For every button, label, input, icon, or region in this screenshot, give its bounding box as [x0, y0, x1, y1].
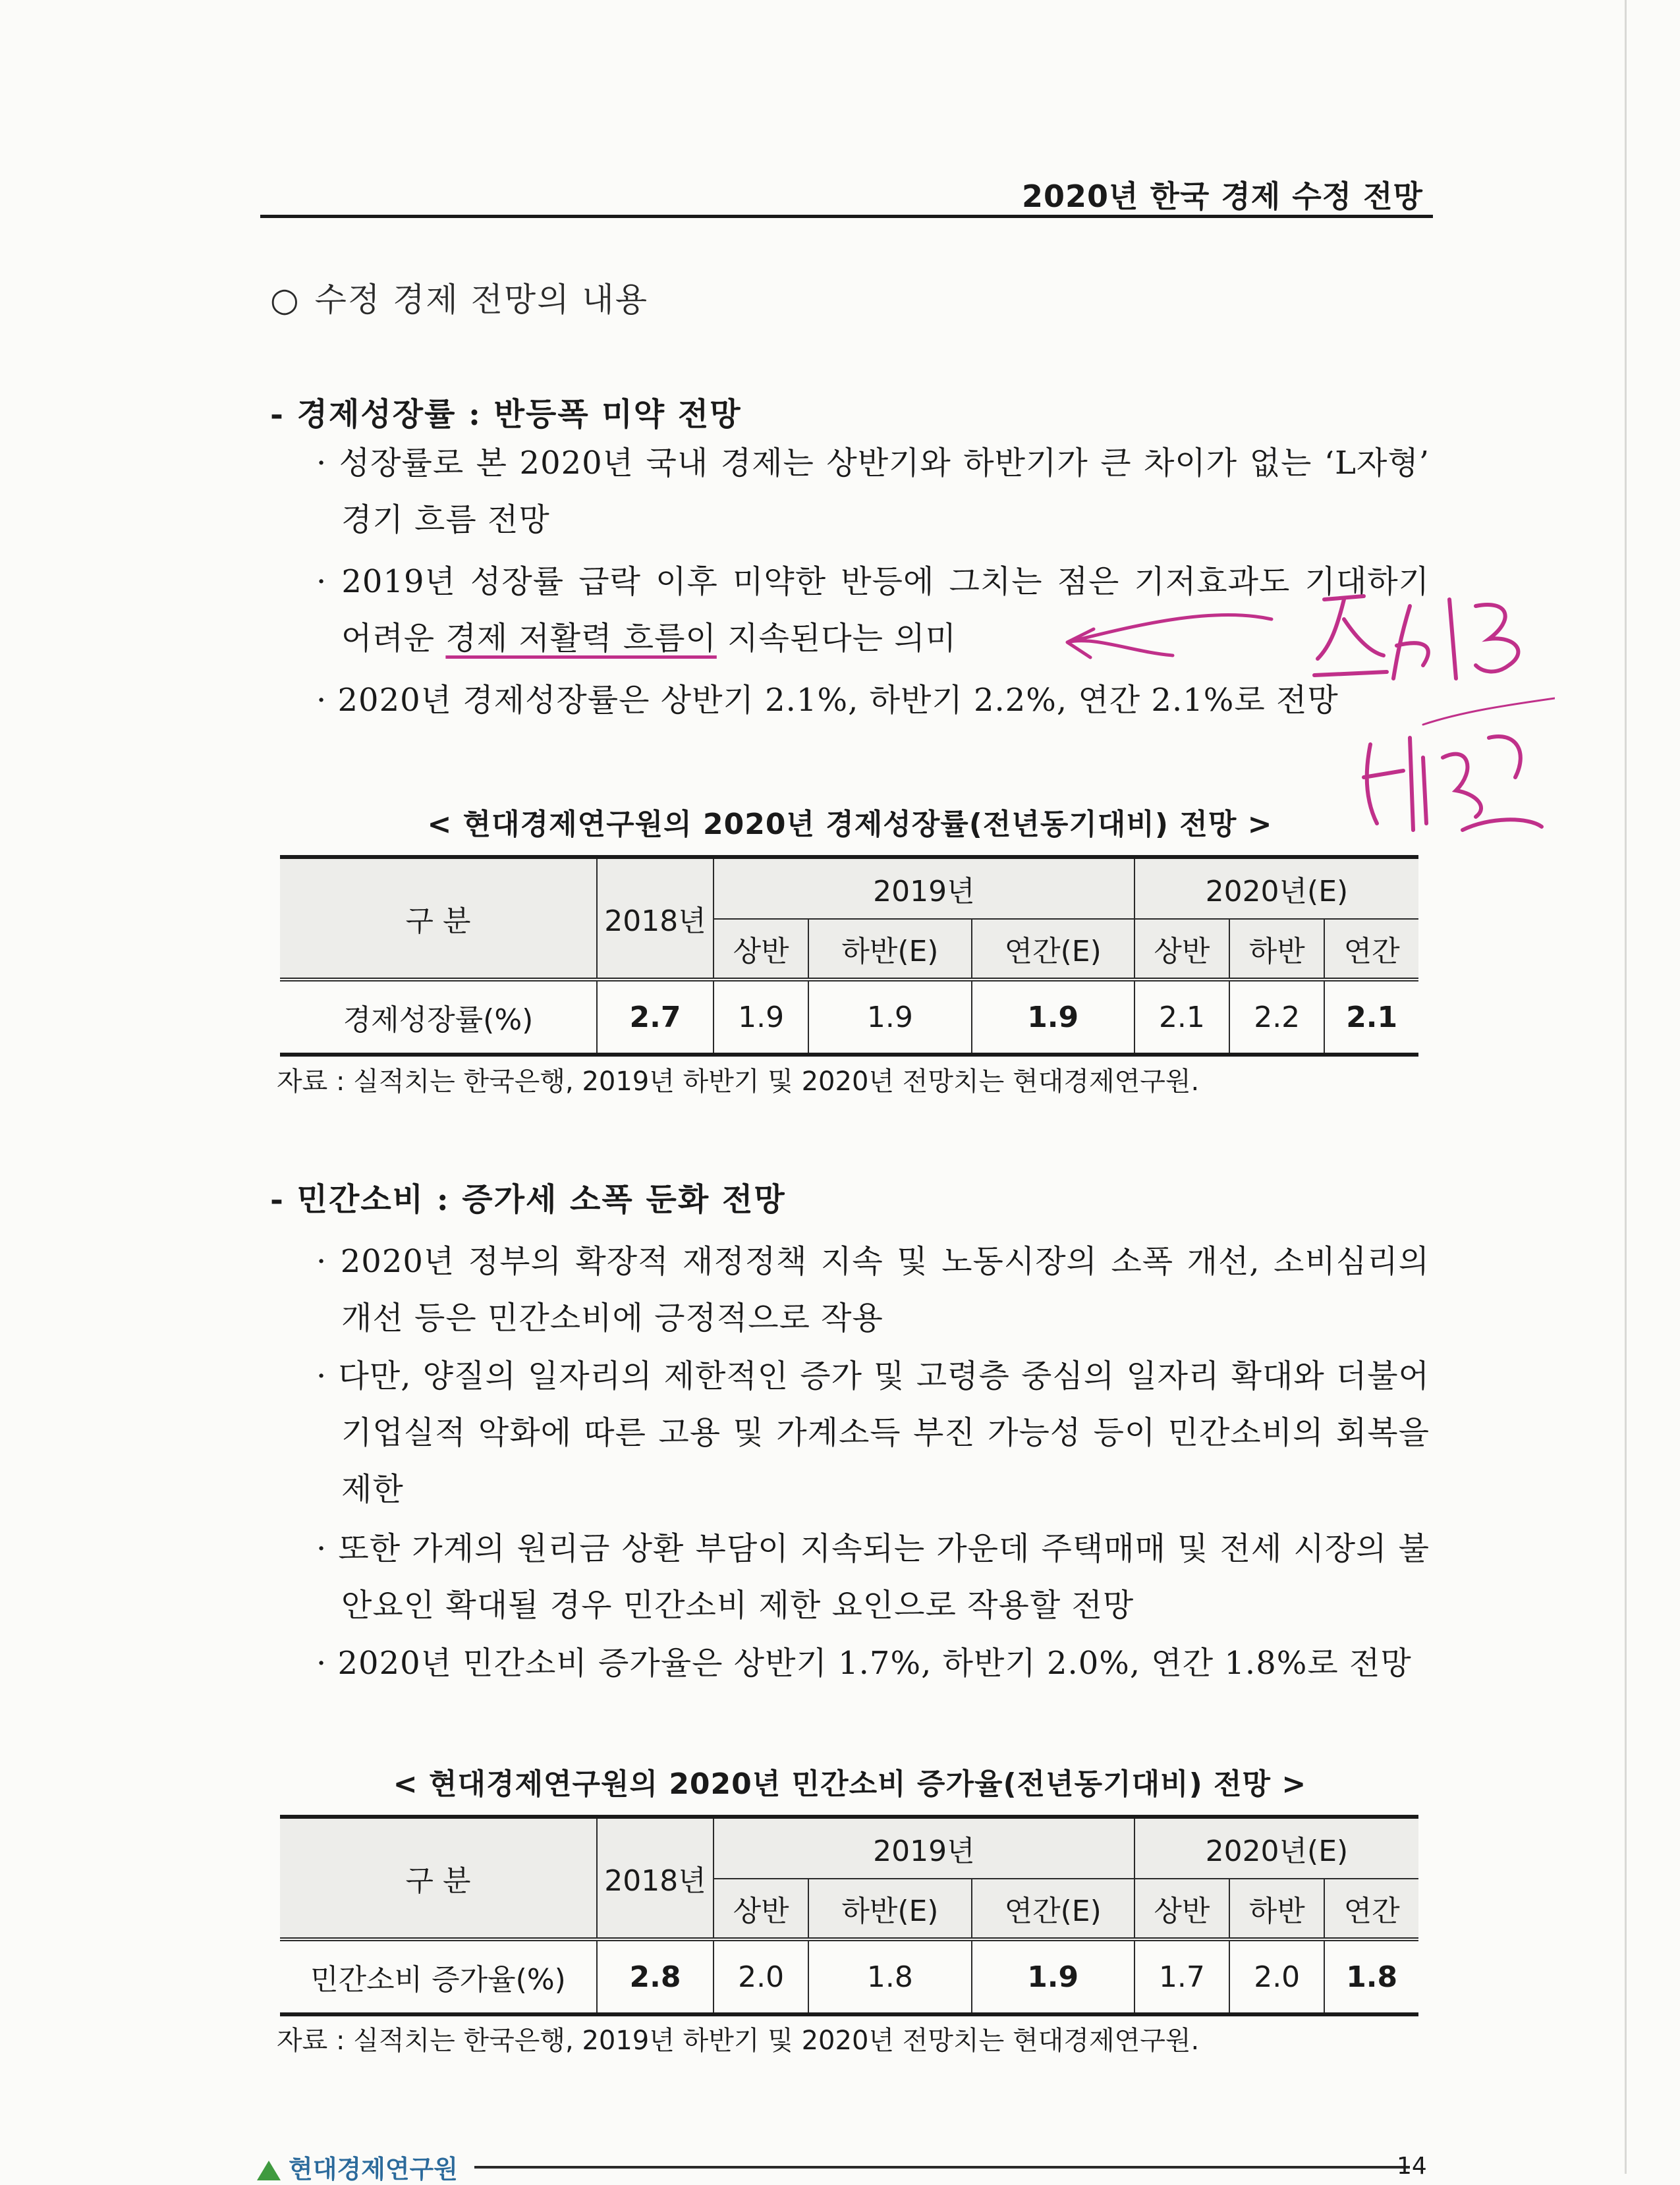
table-subheader: 상반 [714, 1879, 808, 1939]
consumption-bullet-2 [316, 1348, 1430, 1518]
table-subheader: 하반(E) [808, 1879, 971, 1939]
consumption-table [280, 1815, 1418, 2016]
page-edge [1625, 0, 1627, 2174]
growth-heading: - 경제성장률 : 반등폭 미약 전망 [270, 396, 742, 433]
table-subheader: 연간(E) [972, 919, 1134, 980]
bullet-text: · 다만, 양질의 일자리의 제한적인 증가 및 고령층 중심의 일자리 확대와 더불어 기업실적 악화에 따른 고용 및 가계소득 부진 가능성 등이 민간소비의 회복을 제한 [316, 1358, 1430, 1508]
growth-source-note: 자료 : 실적치는 한국은행, 2019년 하반기 및 2020년 전망치는 현대경제연구원. [277, 1066, 1200, 1097]
bullet-text: · 2020년 정부의 확장적 재정정책 지속 및 노동시장의 소폭 개선, 소비심리의 개선 등은 민간소비에 긍정적으로 작용 [316, 1243, 1430, 1337]
consumption-bullet-3 [316, 1520, 1430, 1634]
header-rule [260, 215, 1433, 218]
table-subheader: 하반 [1229, 919, 1324, 980]
table-header-label: 구 분 [280, 857, 597, 980]
table-cell: 2.8 [597, 1939, 714, 2014]
table-subheader: 연간(E) [972, 1879, 1134, 1939]
table-header-2020: 2020년(E) [1134, 857, 1418, 919]
table-cell: 2.1 [1324, 980, 1418, 1055]
table-cell: 1.9 [972, 1939, 1134, 2014]
table-subheader: 연간 [1324, 919, 1418, 980]
table-cell: 1.8 [808, 1939, 971, 2014]
growth-bullet-2 [316, 553, 1430, 667]
table-row-label: 민간소비 증가율(%) [280, 1939, 597, 2014]
consumption-bullet-4 [316, 1635, 1430, 1692]
bullet-text: · 성장률로 본 2020년 국내 경제는 상반기와 하반기가 큰 차이가 없는 ‘L자형’ 경기 흐름 전망 [316, 445, 1430, 538]
bullet-text: · 2020년 민간소비 증가율은 상반기 1.7%, 하반기 2.0%, 연간 1.8%로 전망 [316, 1645, 1412, 1682]
table-subheader: 상반 [1134, 1879, 1229, 1939]
consumption-table-caption: < 현대경제연구원의 2020년 민간소비 증가율(전년동기대비) 전망 > [393, 1767, 1307, 1801]
table-cell: 2.0 [1229, 1939, 1324, 2014]
table-cell: 1.8 [1324, 1939, 1418, 2014]
table-cell: 1.9 [808, 980, 971, 1055]
growth-table-caption: < 현대경제연구원의 2020년 경제성장률(전년동기대비) 전망 > [427, 808, 1273, 841]
growth-bullet-1 [316, 435, 1430, 548]
table-cell: 2.7 [597, 980, 714, 1055]
bullet-text: · 또한 가계의 원리금 상환 부담이 지속되는 가운데 주택매매 및 전세 시장의 불안요인 확대될 경우 민간소비 제한 요인으로 작용할 전망 [316, 1530, 1430, 1624]
consumption-heading: - 민간소비 : 증가세 소폭 둔화 전망 [270, 1181, 786, 1218]
page-number: 14 [1397, 2153, 1427, 2180]
table-subheader: 연간 [1324, 1879, 1418, 1939]
circle-bullet-icon: ○ [270, 281, 300, 319]
table-cell: 2.1 [1134, 980, 1229, 1055]
table-cell: 2.2 [1229, 980, 1324, 1055]
table-cell: 1.9 [972, 980, 1134, 1055]
highlighted-phrase: 경제 저활력 흐름이 [445, 620, 717, 657]
table-cell: 1.9 [714, 980, 808, 1055]
table-cell: 2.0 [714, 1939, 808, 2014]
footer-logo: 현대경제연구원 [257, 2149, 458, 2185]
table-header-2020: 2020년(E) [1134, 1817, 1418, 1879]
table-row-label: 경제성장률(%) [280, 980, 597, 1055]
table-subheader: 상반 [714, 919, 808, 980]
consumption-source-note: 자료 : 실적치는 한국은행, 2019년 하반기 및 2020년 전망치는 현대경제연구원. [277, 2026, 1200, 2056]
consumption-bullet-1 [316, 1233, 1430, 1346]
growth-table [280, 855, 1418, 1057]
table-header-2019: 2019년 [714, 1817, 1134, 1879]
running-header: 2020년 한국 경제 수정 전망 [1021, 179, 1423, 214]
section-title [270, 273, 648, 321]
section-title-text: 수정 경제 전망의 내용 [314, 281, 649, 319]
footer-rule [474, 2166, 1410, 2169]
bullet-text: · 2019년 성장률 급락 이후 미약한 반등에 그치는 점은 기저효과도 기대하기 어려운 경제 저활력 흐름이 지속된다는 의미 [316, 563, 1430, 657]
table-header-2019: 2019년 [714, 857, 1134, 919]
table-subheader: 하반 [1229, 1879, 1324, 1939]
table-header-2018: 2018년 [597, 1817, 714, 1939]
table-header-2018: 2018년 [597, 857, 714, 980]
table-subheader: 상반 [1134, 919, 1229, 980]
table-cell: 1.7 [1134, 1939, 1229, 2014]
bullet-text: · 2020년 경제성장률은 상반기 2.1%, 하반기 2.2%, 연간 2.1%로 전망 [316, 682, 1339, 719]
logo-triangle-icon [257, 2161, 281, 2180]
table-header-label: 구 분 [280, 1817, 597, 1939]
growth-bullet-3 [316, 672, 1430, 729]
table-subheader: 하반(E) [808, 919, 971, 980]
